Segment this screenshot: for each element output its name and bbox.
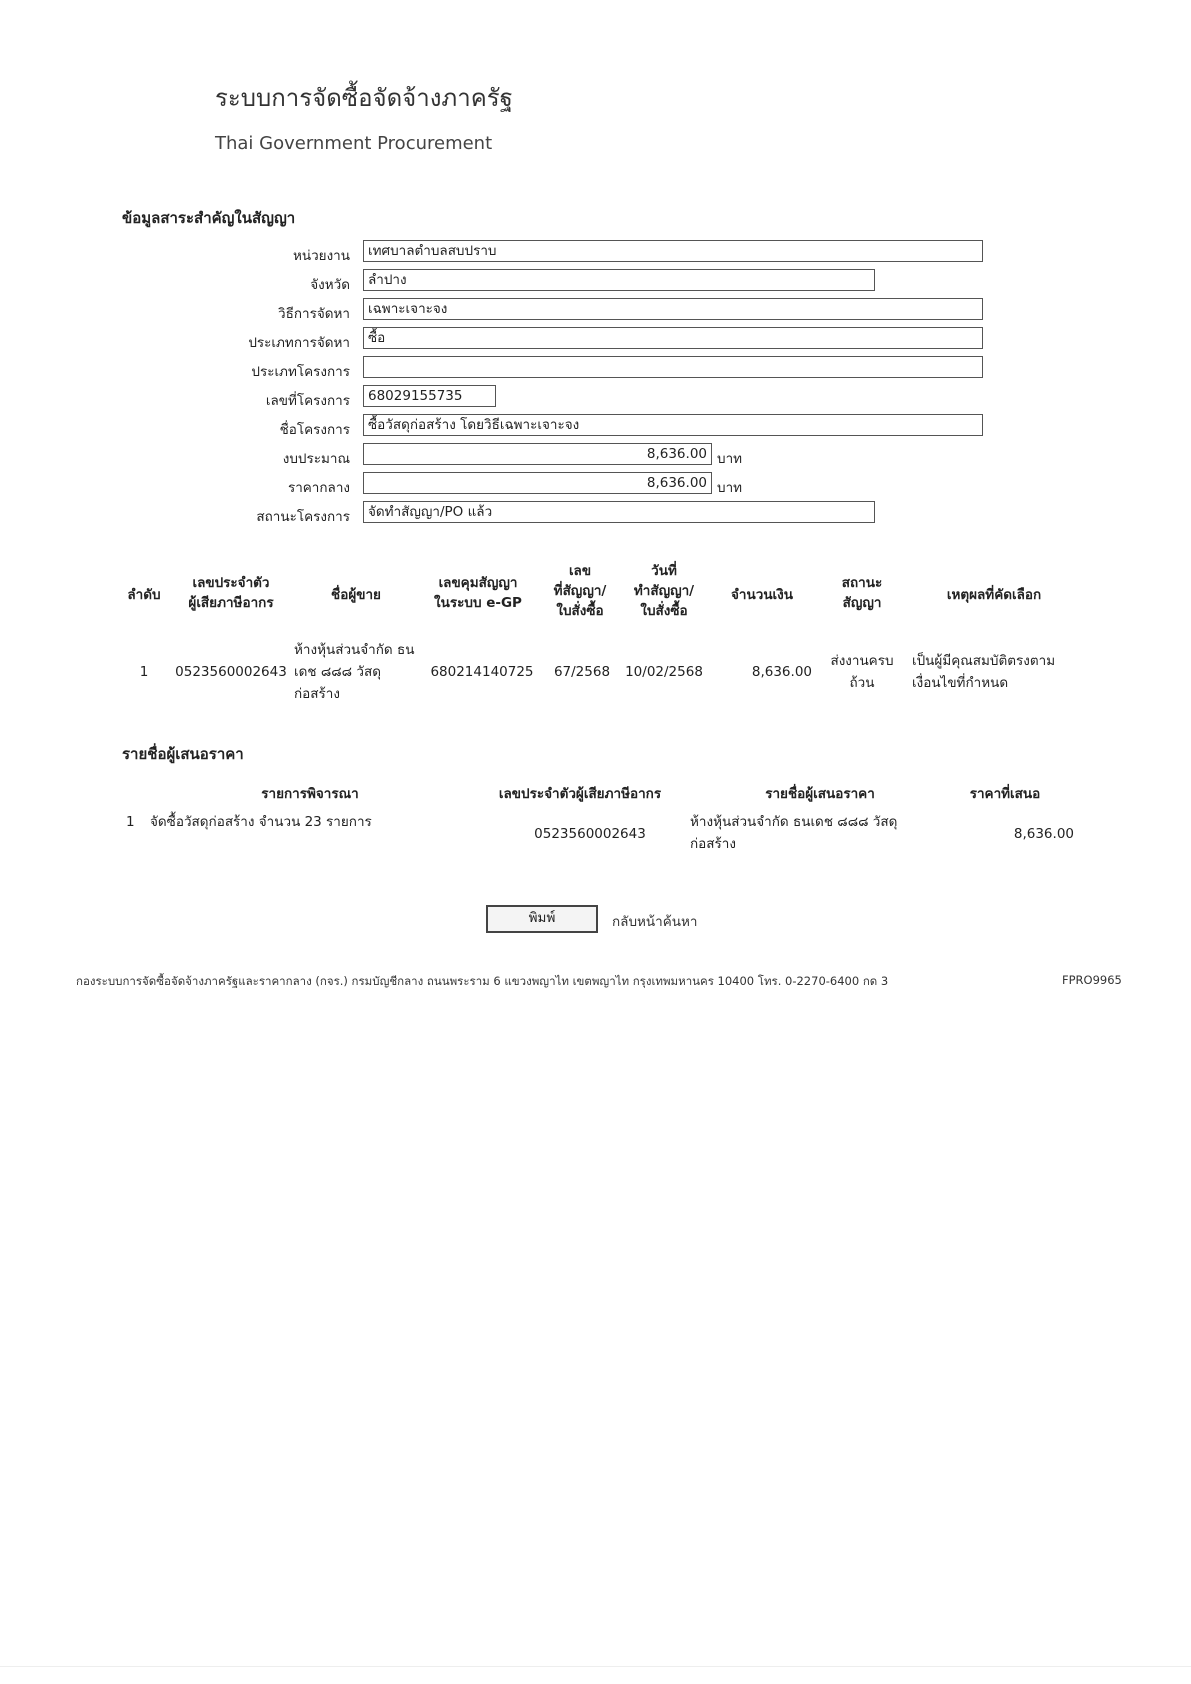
- contract-status: ส่งงานครบ ถ้วน: [830, 653, 894, 691]
- bidder-price: 8,636.00: [1013, 826, 1074, 842]
- col-header-reason: เหตุผลที่คัดเลือก: [946, 587, 1042, 603]
- col-header-amount: จำนวนเงิน: [731, 587, 793, 603]
- field-label-procurement-type: ประเภทการจัดหา: [248, 335, 350, 351]
- field-method: เฉพาะเจาะจง: [363, 298, 983, 320]
- footer-code: FPRO9965: [1062, 973, 1122, 987]
- bidders-section-title: รายชื่อผู้เสนอราคา: [122, 745, 244, 763]
- back-to-search-link[interactable]: กลับหน้าค้นหา: [612, 914, 698, 930]
- field-project-name: ซื้อวัสดุก่อสร้าง โดยวิธีเฉพาะเจาะจง: [363, 414, 983, 436]
- footer-address: กองระบบการจัดซื้อจัดจ้างภาครัฐและราคากลาง (กจร.) กรมบัญชีกลาง ถนนพระราม 6 แขวงพญาไท เขตพญาไท กรุงเทพมหานคร 10400 โทร. 0-2270-6400 กด 3: [76, 974, 889, 988]
- bidder-col-header-price: ราคาที่เสนอ: [969, 786, 1041, 802]
- field-median-price: 8,636.00: [363, 472, 712, 494]
- col-header-control-no: เลขคุมสัญญา ในระบบ e-GP: [434, 575, 522, 611]
- print-button[interactable]: พิมพ์: [486, 905, 598, 933]
- bidder-col-header-name: รายชื่อผู้เสนอราคา: [765, 786, 875, 802]
- field-agency: เทศบาลตำบลสบปราบ: [363, 240, 983, 262]
- bidder-tax-id: 0523560002643: [534, 826, 646, 842]
- bidder-item: จัดซื้อวัสดุก่อสร้าง จำนวน 23 รายการ: [150, 814, 372, 830]
- page-title: ระบบการจัดซื้อจัดจ้างภาครัฐ: [215, 84, 513, 112]
- field-label-province: จังหวัด: [310, 277, 350, 293]
- field-label-agency: หน่วยงาน: [292, 248, 350, 264]
- col-header-contract-no: เลข ที่สัญญา/ ใบสั่งซื้อ: [553, 563, 607, 619]
- field-label-budget: งบประมาณ: [282, 451, 350, 467]
- contract-vendor: ห้างหุ้นส่วนจำกัด ธน เดช ๘๘๘ วัสดุ ก่อสร้าง: [294, 642, 415, 702]
- bidder-name: ห้างหุ้นส่วนจำกัด ธนเดช ๘๘๘ วัสดุ ก่อสร้าง: [690, 814, 898, 852]
- col-header-vendor: ชื่อผู้ขาย: [331, 587, 381, 603]
- contract-amount: 8,636.00: [751, 664, 812, 680]
- field-budget: 8,636.00: [363, 443, 712, 465]
- contract-number: 67/2568: [553, 664, 611, 680]
- field-project-status: จัดทำสัญญา/PO แล้ว: [363, 501, 875, 523]
- bidder-seq: 1: [126, 814, 135, 830]
- field-label-project-number: เลขที่โครงการ: [265, 393, 350, 409]
- col-header-seq: ลำดับ: [127, 587, 161, 603]
- field-project-type: [363, 356, 983, 378]
- col-header-status: สถานะ สัญญา: [841, 575, 883, 611]
- field-label-project-name: ชื่อโครงการ: [279, 422, 350, 438]
- contract-control-no: 680214140725: [430, 664, 534, 680]
- contract-seq: 1: [139, 664, 149, 680]
- col-header-date: วันที่ ทำสัญญา/ ใบสั่งซื้อ: [633, 563, 695, 619]
- field-median-price-unit: บาท: [717, 480, 743, 496]
- col-header-tax-id: เลขประจำตัว ผู้เสียภาษีอากร: [188, 575, 274, 611]
- bidder-col-header-tax-id: เลขประจำตัวผู้เสียภาษีอากร: [498, 786, 662, 802]
- field-label-method: วิธีการจัดหา: [278, 306, 350, 322]
- bidder-col-header-item: รายการพิจารณา: [261, 786, 359, 802]
- contract-date: 10/02/2568: [625, 664, 703, 680]
- contract-reason: เป็นผู้มีคุณสมบัติตรงตาม เงื่อนไขที่กำหนด: [912, 653, 1056, 691]
- scan-edge-divider: [0, 1666, 1191, 1667]
- field-budget-unit: บาท: [717, 451, 743, 467]
- field-label-project-type: ประเภทโครงการ: [251, 364, 350, 380]
- field-procurement-type: ซื้อ: [363, 327, 983, 349]
- field-label-median-price: ราคากลาง: [287, 480, 350, 496]
- field-province: ลำปาง: [363, 269, 875, 291]
- summary-section-title: ข้อมูลสาระสำคัญในสัญญา: [122, 209, 296, 227]
- page-subtitle: Thai Government Procurement: [215, 133, 493, 154]
- contract-tax-id: 0523560002643: [175, 664, 287, 680]
- field-project-number: 68029155735: [363, 385, 496, 407]
- field-label-project-status: สถานะโครงการ: [256, 509, 350, 525]
